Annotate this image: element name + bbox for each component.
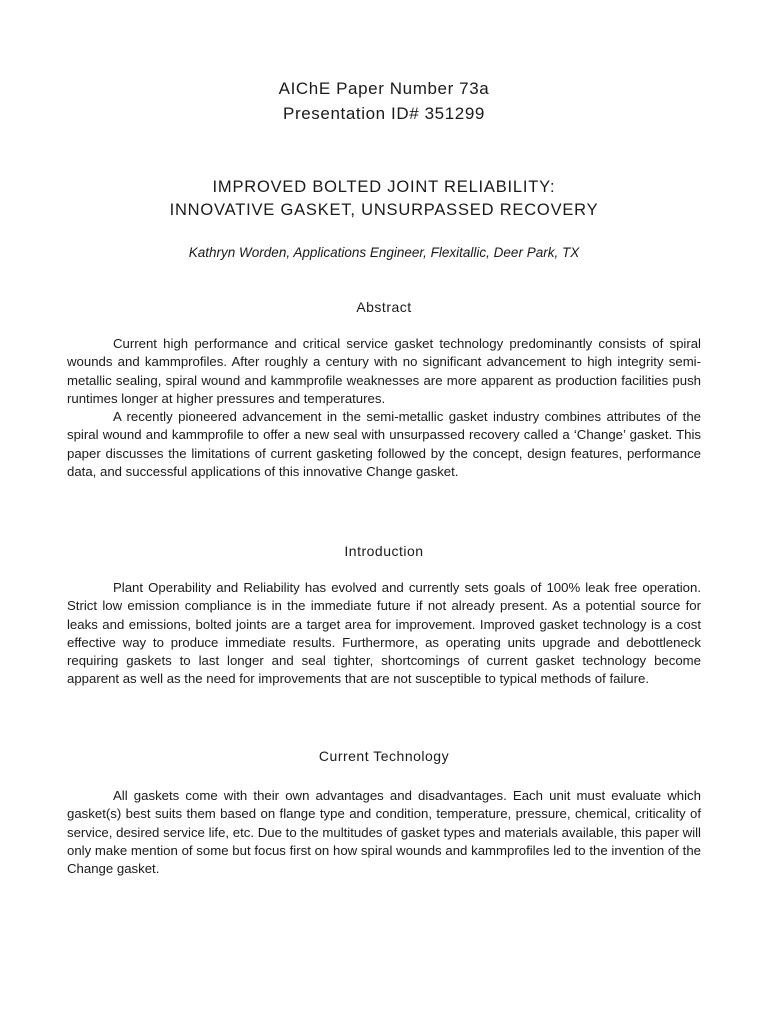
- title-line-1: IMPROVED BOLTED JOINT RELIABILITY:: [212, 178, 556, 196]
- presentation-id: Presentation ID# 351299: [283, 104, 485, 123]
- paper-title: [0, 176, 768, 222]
- current-technology-body: [67, 787, 701, 878]
- abstract-paragraph-1: Current high performance and critical service gasket technology predominantly consists of spiral wounds and kammprofiles. After roughly a century with no significant advancement to high integrity semi-metallic sealing, spiral wound and kammprofile weaknesses are more apparent as production facilities push runtimes longer at higher pressures and temperatures.: [67, 336, 701, 406]
- current-technology-paragraph-1: All gaskets come with their own advantages and disadvantages. Each unit must evaluate which gasket(s) best suits them based on flange type and condition, temperature, pressure, chemical, criticality of service, desired service life, etc. Due to the multitudes of gasket types and materials available, this paper will only make mention of some but focus first on how spiral wounds and kammprofiles led to the invention of the Change gasket.: [67, 788, 701, 877]
- introduction-heading: Introduction: [344, 543, 424, 559]
- paper-number: AIChE Paper Number 73a: [278, 79, 490, 98]
- author-line: Kathryn Worden, Applications Engineer, Flexitallic, Deer Park, TX: [188, 245, 580, 260]
- paper-header: [0, 76, 768, 126]
- abstract-paragraph-2: A recently pioneered advancement in the semi-metallic gasket industry combines attributes of the spiral wound and kammprofile to offer a new seal with unsurpassed recovery called a ‘Change’ gasket. This paper discusses the limitations of current gasketing followed by the concept, design features, performance data, and successful applications of this innovative Change gasket.: [67, 409, 701, 480]
- abstract-heading: Abstract: [356, 299, 412, 315]
- abstract-body: [67, 335, 701, 481]
- introduction-body: [67, 579, 701, 689]
- title-line-2: INNOVATIVE GASKET, UNSURPASSED RECOVERY: [169, 201, 599, 219]
- current-technology-heading: Current Technology: [318, 748, 450, 764]
- introduction-paragraph-1: Plant Operability and Reliability has evolved and currently sets goals of 100% leak free operation. Strict low emission compliance is in the immediate future if not already present. As a potential source for leaks and emissions, bolted joints are a target area for improvement. Improved gasket technology is a cost effective way to produce immediate results. Furthermore, as operating units upgrade and debottleneck requiring gaskets to last longer and seal tighter, shortcomings of current gasket technology become apparent as well as the need for improvements that are not susceptible to typical methods of failure.: [67, 580, 701, 687]
